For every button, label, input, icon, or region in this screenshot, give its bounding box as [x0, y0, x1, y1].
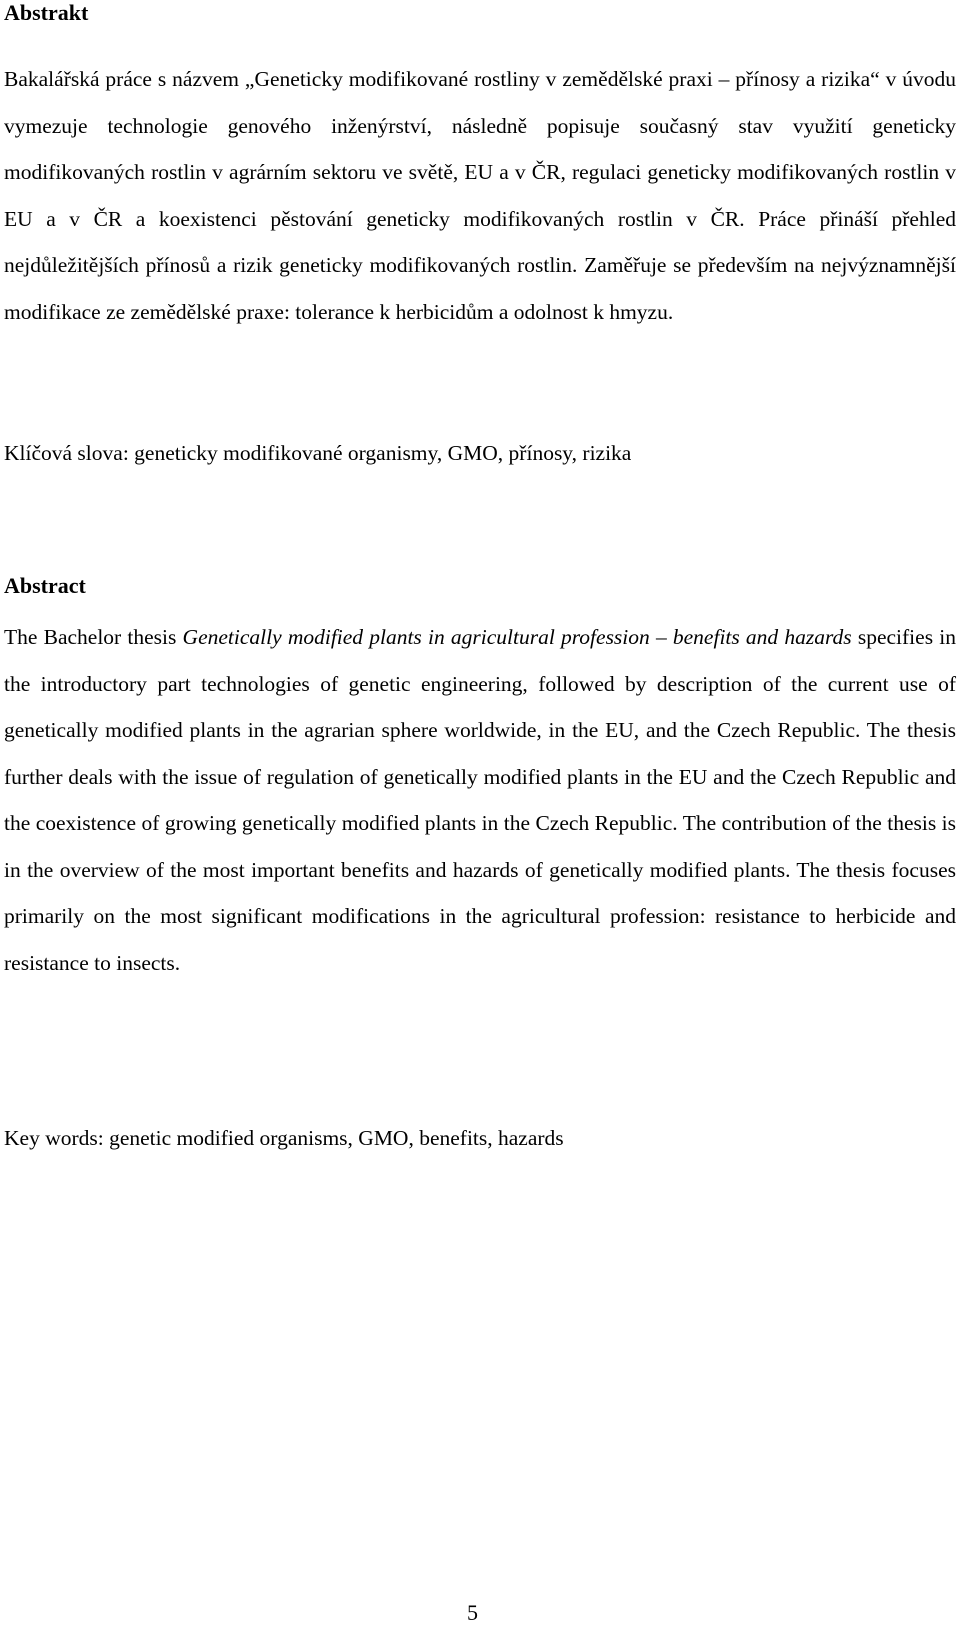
english-keywords: Key words: genetic modified organisms, GMO, benefits, hazards: [4, 1126, 564, 1150]
document-page: [4, 0, 956, 1640]
czech-abstract-body: Bakalářská práce s názvem „Geneticky modifikované rostliny v zemědělské praxi – přínosy a rizika“ v úvodu vymezuje technologie genového inženýrství, následně popisuje současný stav využití geneticky modifikovaných rostlin v agrárním sektoru ve světě, EU a v ČR, regulaci geneticky modifikovaných rostlin v EU a v ČR a koexistenci pěstování geneticky modifikovaných rostlin v ČR. Práce přináší přehled nejdůležitějších přínosů a rizik geneticky modifikovaných rostlin. Zaměřuje se především na nejvýznamnější modifikace ze zemědělské praxe: tolerance k herbicidům a odolnost k hmyzu.: [4, 67, 956, 324]
english-abstract-heading: Abstract: [4, 573, 86, 598]
czech-abstract-heading: Abstrakt: [4, 0, 89, 25]
english-abstract-body: [4, 614, 956, 986]
english-body-rest: specifies in the introductory part technologies of genetic engineering, followed by description of the current use of genetically modified plants in the agrarian sphere worldwide, in the EU, and the Czech Republic. The thesis further deals with the issue of regulation of genetically modified plants in the EU and the Czech Republic and the coexistence of growing genetically modified plants in the Czech Republic. The contribution of the thesis is in the overview of the most important benefits and hazards of genetically modified plants. The thesis focuses primarily on the most significant modifications in the agricultural profession: resistance to herbicide and resistance to insects.: [4, 625, 956, 975]
thesis-title-italic: Genetically modified plants in agricultural profession – benefits and hazards: [182, 625, 852, 649]
english-body-start: The Bachelor thesis: [4, 625, 183, 649]
page-number: 5: [467, 1600, 478, 1625]
czech-keywords: Klíčová slova: geneticky modifikované organismy, GMO, přínosy, rizika: [4, 441, 632, 465]
